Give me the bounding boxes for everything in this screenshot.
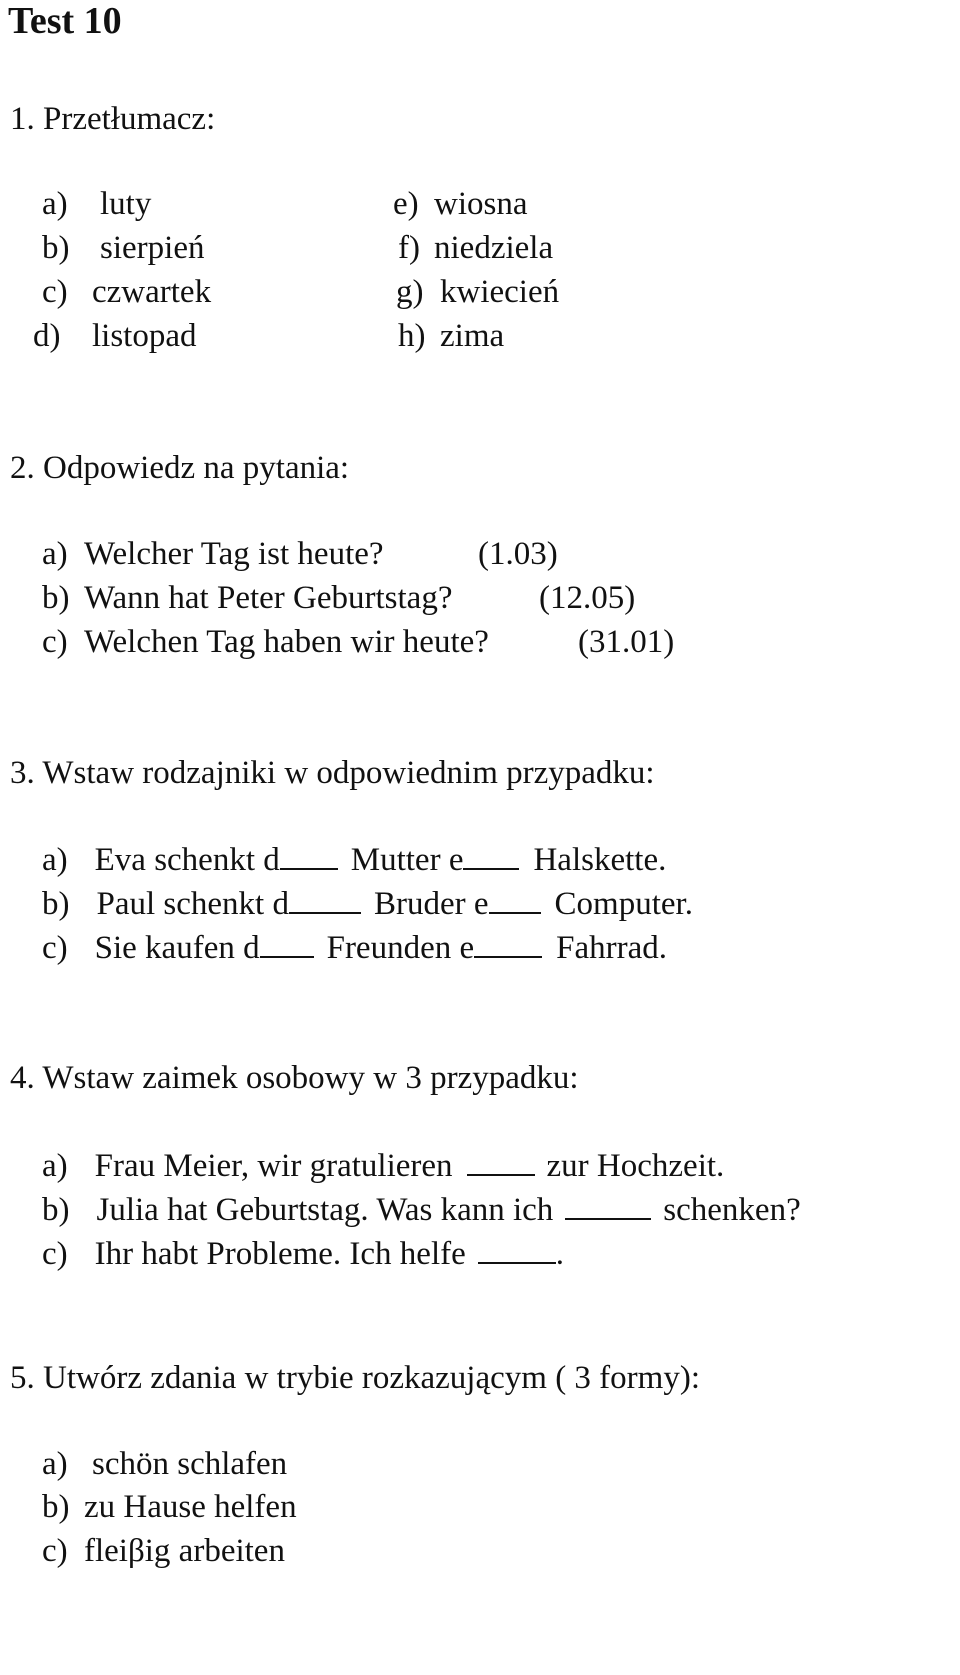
item-letter: g) [396,274,424,310]
item-letter: c) [42,1533,68,1569]
item-text: kwiecień [440,274,560,310]
question-letter: a) [42,536,68,572]
answer-blank [474,930,542,958]
answer-blank [478,1236,556,1264]
sentence-part: Freunden e [326,930,475,966]
exercise-line [42,886,693,921]
item-letter: b) [42,1489,70,1525]
question-text: Wann hat Peter Geburtstag? [84,580,453,616]
exercise-line [42,1148,724,1183]
question-letter: c) [42,624,68,660]
item-letter: e) [393,186,419,222]
sentence-part: Julia hat Geburtstag. Was kann ich [96,1192,554,1228]
item-letter: a) [42,1148,68,1184]
exercise-line [42,842,666,877]
question-hint: (31.01) [578,624,675,660]
item-text: fleiβig arbeiten [84,1533,285,1569]
section-5-heading: 5. Utwórz zdania w trybie rozkazującym ( 3 formy): [10,1360,700,1396]
answer-blank [489,886,541,914]
item-text: luty [100,186,152,222]
answer-blank [463,842,519,870]
section-4-heading: 4. Wstaw zaimek osobowy w 3 przypadku: [10,1060,579,1096]
question-text: Welcher Tag ist heute? [84,536,384,572]
item-letter: c) [42,930,68,966]
sentence-part: . [555,1236,564,1272]
answer-blank [467,1148,535,1176]
answer-blank [289,886,361,914]
sentence-part: schenken? [663,1192,801,1228]
item-letter: h) [398,318,426,354]
sentence-part: Halskette. [533,842,667,878]
item-letter: b) [42,886,70,922]
item-letter: a) [42,186,68,222]
item-letter: c) [42,1236,68,1272]
sentence-part: Frau Meier, wir gratulieren [94,1148,453,1184]
section-3-heading: 3. Wstaw rodzajniki w odpowiednim przypadku: [10,755,655,791]
section-1-heading: 1. Przetłumacz: [10,101,216,137]
item-text: listopad [92,318,197,354]
sentence-part: Paul schenkt d [96,886,289,922]
answer-blank [260,930,314,958]
item-letter: f) [398,230,420,266]
page-title: Test 10 [8,0,122,42]
item-letter: a) [42,1446,68,1482]
item-letter: b) [42,230,70,266]
question-letter: b) [42,580,70,616]
exercise-line [42,1236,564,1271]
item-letter: b) [42,1192,70,1228]
exercise-line [42,1192,801,1227]
item-text: schön schlafen [92,1446,288,1482]
item-text: sierpień [100,230,205,266]
answer-blank [565,1192,651,1220]
question-text: Welchen Tag haben wir heute? [84,624,489,660]
question-hint: (12.05) [539,580,636,616]
sentence-part: Fahrrad. [556,930,668,966]
item-text: zima [440,318,505,354]
item-text: czwartek [92,274,212,310]
section-2-heading: 2. Odpowiedz na pytania: [10,450,350,486]
item-letter: a) [42,842,68,878]
sentence-part: Sie kaufen d [94,930,260,966]
sentence-part: Bruder e [373,886,489,922]
sentence-part: Ihr habt Probleme. Ich helfe [94,1236,466,1272]
sentence-part: Computer. [554,886,693,922]
item-text: niedziela [434,230,554,266]
item-letter: d) [33,318,61,354]
answer-blank [280,842,338,870]
item-letter: c) [42,274,68,310]
sentence-part: Mutter e [350,842,464,878]
item-text: zu Hause helfen [84,1489,297,1525]
sentence-part: zur Hochzeit. [546,1148,725,1184]
item-text: wiosna [434,186,528,222]
sentence-part: Eva schenkt d [94,842,280,878]
exercise-line [42,930,667,965]
question-hint: (1.03) [478,536,558,572]
